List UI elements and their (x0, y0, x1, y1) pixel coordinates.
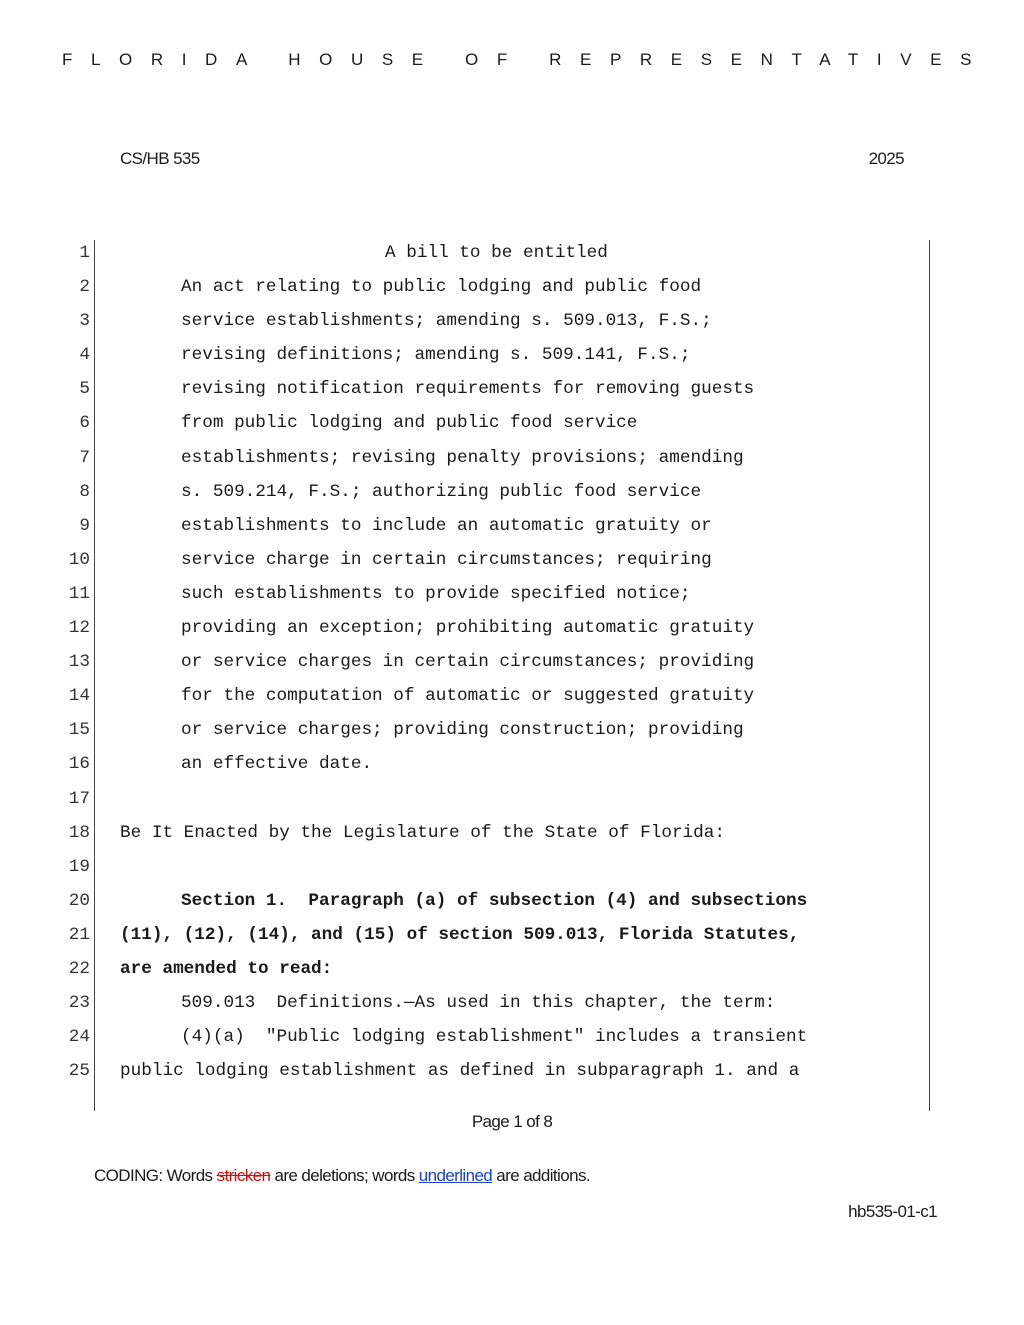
line-number: 7 (79, 447, 90, 468)
coding-suffix: are additions. (492, 1166, 590, 1185)
bill-line (0, 884, 1024, 918)
bill-line (0, 713, 1024, 747)
line-text: public lodging establishment as defined in subparagraph 1. and a (120, 1061, 800, 1082)
document-code: hb535-01-c1 (848, 1202, 937, 1221)
bill-line (0, 816, 1024, 850)
bill-text (0, 236, 1024, 1088)
bill-line (0, 986, 1024, 1020)
section-heading: Section 1. Paragraph (a) of subsection (4) and subsections (181, 890, 808, 911)
coding-prefix: CODING: Words (94, 1166, 217, 1185)
line-number: 20 (68, 890, 90, 911)
line-number: 12 (68, 618, 90, 639)
chamber-title: FLORIDA HOUSE OF REPRESENTATIVES (62, 50, 991, 69)
bill-line (0, 509, 1024, 543)
bill-line (0, 782, 1024, 816)
bill-line (0, 270, 1024, 304)
line-text: from public lodging and public food service (181, 413, 638, 434)
line-text: s. 509.214, F.S.; authorizing public food service (181, 481, 702, 502)
line-text: an effective date. (181, 754, 373, 775)
line-number: 11 (68, 583, 90, 604)
bill-line (0, 679, 1024, 713)
bill-line (0, 1020, 1024, 1054)
line-text: service establishments; amending s. 509.013, F.S.; (181, 311, 712, 332)
bill-line (0, 577, 1024, 611)
bill-line (0, 304, 1024, 338)
bill-line (0, 441, 1024, 475)
section-heading: are amended to read: (120, 958, 333, 979)
line-text: or service charges in certain circumstances; providing (181, 652, 755, 673)
line-number: 16 (68, 754, 90, 775)
line-number: 4 (79, 345, 90, 366)
line-text: An act relating to public lodging and public food (181, 277, 702, 298)
bill-line (0, 747, 1024, 781)
bill-line (0, 611, 1024, 645)
line-text: 509.013 Definitions.—As used in this chapter, the term: (181, 993, 776, 1014)
line-number: 6 (79, 413, 90, 434)
line-number: 5 (79, 379, 90, 400)
line-text: service charge in certain circumstances; requiring (181, 549, 712, 570)
enacting-clause: Be It Enacted by the Legislature of the State of Florida: (120, 822, 726, 843)
bill-line (0, 952, 1024, 986)
coding-legend (94, 1166, 590, 1186)
coding-stricken-sample: stricken (216, 1166, 271, 1185)
line-number: 15 (68, 720, 90, 741)
line-number: 9 (79, 515, 90, 536)
line-number: 10 (68, 549, 90, 570)
bill-line (0, 475, 1024, 509)
line-text: or service charges; providing construction; providing (181, 720, 744, 741)
bill-year: 2025 (868, 149, 904, 168)
coding-underlined-sample: underlined (418, 1166, 493, 1185)
line-text: (4)(a) "Public lodging establishment" includes a transient (181, 1027, 808, 1048)
bill-line (0, 1054, 1024, 1088)
line-text: A bill to be entitled (385, 243, 608, 263)
line-text: establishments; revising penalty provisions; amending (181, 447, 744, 468)
line-text: for the computation of automatic or suggested gratuity (181, 686, 755, 707)
line-number: 23 (68, 993, 90, 1014)
line-text: providing an exception; prohibiting automatic gratuity (181, 618, 755, 639)
line-text: establishments to include an automatic gratuity or (181, 515, 712, 536)
bill-number: CS/HB 535 (120, 149, 200, 168)
bill-line (0, 918, 1024, 952)
line-number: 22 (68, 958, 90, 979)
bill-line (0, 372, 1024, 406)
line-number: 18 (68, 822, 90, 843)
bill-line (0, 338, 1024, 372)
line-number: 17 (68, 788, 90, 809)
line-text: revising notification requirements for removing guests (181, 379, 755, 400)
line-number: 25 (68, 1061, 90, 1082)
line-text: such establishments to provide specified notice; (181, 583, 691, 604)
line-number: 3 (79, 311, 90, 332)
line-number: 21 (68, 924, 90, 945)
line-number: 1 (79, 243, 90, 263)
bill-line (0, 236, 1024, 270)
line-text: revising definitions; amending s. 509.141, F.S.; (181, 345, 691, 366)
line-number: 13 (68, 652, 90, 673)
line-number: 24 (68, 1027, 90, 1048)
section-heading: (11), (12), (14), and (15) of section 509.013, Florida Statutes, (120, 924, 800, 945)
bill-line (0, 406, 1024, 440)
line-number: 2 (79, 277, 90, 298)
line-number: 19 (68, 856, 90, 877)
coding-middle: are deletions; words (270, 1166, 419, 1185)
line-number: 14 (68, 686, 90, 707)
line-number: 8 (79, 481, 90, 502)
bill-line (0, 543, 1024, 577)
bill-line (0, 850, 1024, 884)
page-number: Page 1 of 8 (471, 1112, 553, 1131)
bill-line (0, 645, 1024, 679)
